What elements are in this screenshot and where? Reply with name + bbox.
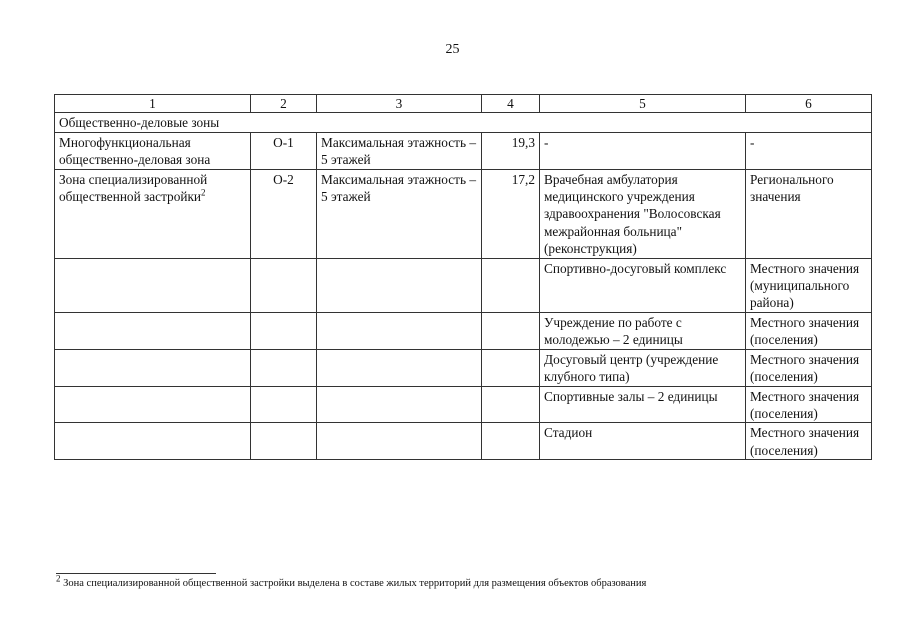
- significance-cell: Местного значения (поселения): [746, 312, 872, 349]
- header-cell: 3: [317, 95, 482, 113]
- zone-name: Многофункциональная общественно-деловая зона: [55, 132, 251, 169]
- zone-name: [55, 169, 251, 258]
- empty-cell: [251, 423, 317, 460]
- object-cell: Учреждение по работе с молодежью – 2 единицы: [540, 312, 746, 349]
- significance-cell: Местного значения (поселения): [746, 423, 872, 460]
- footnote-text: Зона специализированной общественной застройки выделена в составе жилых территорий для размещения объектов образования: [60, 578, 647, 589]
- object-cell: Стадион: [540, 423, 746, 460]
- empty-cell: [55, 349, 251, 386]
- empty-cell: [482, 349, 540, 386]
- empty-cell: [317, 349, 482, 386]
- table-row: [55, 132, 872, 169]
- header-cell: 2: [251, 95, 317, 113]
- empty-cell: [482, 258, 540, 312]
- significance-cell: Местного значения (поселения): [746, 386, 872, 423]
- zone-parameter: Максимальная этажность – 5 этажей: [317, 169, 482, 258]
- empty-cell: [482, 386, 540, 423]
- table-row: [55, 169, 872, 258]
- empty-cell: [55, 312, 251, 349]
- footnote-reference: 2: [201, 187, 206, 198]
- empty-cell: [317, 312, 482, 349]
- header-cell: 1: [55, 95, 251, 113]
- page-number: 25: [445, 42, 460, 57]
- significance-cell: Регионального значения: [746, 169, 872, 258]
- footnote: [56, 573, 647, 589]
- object-cell: -: [540, 132, 746, 169]
- empty-cell: [251, 312, 317, 349]
- empty-cell: [251, 258, 317, 312]
- header-cell: 4: [482, 95, 540, 113]
- section-row: [55, 113, 872, 132]
- empty-cell: [317, 423, 482, 460]
- footnote-mark: 2: [56, 573, 61, 584]
- empty-cell: [55, 258, 251, 312]
- footnote-separator: [56, 573, 216, 574]
- zone-parameter: Максимальная этажность – 5 этажей: [317, 132, 482, 169]
- object-cell: Спортивные залы – 2 единицы: [540, 386, 746, 423]
- section-title: Общественно-деловые зоны: [55, 113, 872, 132]
- zones-table: [54, 94, 872, 460]
- empty-cell: [317, 386, 482, 423]
- empty-cell: [55, 423, 251, 460]
- table-row: [55, 349, 872, 386]
- table-row: [55, 258, 872, 312]
- object-cell: Врачебная амбулатория медицинского учреждения здравоохранения "Волосовская межрайонная больница" (реконструкция): [540, 169, 746, 258]
- object-cell: Досуговый центр (учреждение клубного типа): [540, 349, 746, 386]
- table-header-row: [55, 95, 872, 113]
- empty-cell: [251, 386, 317, 423]
- object-cell: Спортивно-досуговый комплекс: [540, 258, 746, 312]
- empty-cell: [482, 423, 540, 460]
- table-row: [55, 386, 872, 423]
- empty-cell: [55, 386, 251, 423]
- table-row: [55, 423, 872, 460]
- header-cell: 5: [540, 95, 746, 113]
- table-row: [55, 312, 872, 349]
- significance-cell: -: [746, 132, 872, 169]
- significance-cell: Местного значения (муниципального района): [746, 258, 872, 312]
- empty-cell: [317, 258, 482, 312]
- zone-code: О-1: [251, 132, 317, 169]
- zone-area: 19,3: [482, 132, 540, 169]
- significance-cell: Местного значения (поселения): [746, 349, 872, 386]
- zone-name-text: Зона специализированной общественной застройки: [59, 171, 208, 205]
- header-cell: 6: [746, 95, 872, 113]
- empty-cell: [251, 349, 317, 386]
- zone-area: 17,2: [482, 169, 540, 258]
- zone-code: О-2: [251, 169, 317, 258]
- empty-cell: [482, 312, 540, 349]
